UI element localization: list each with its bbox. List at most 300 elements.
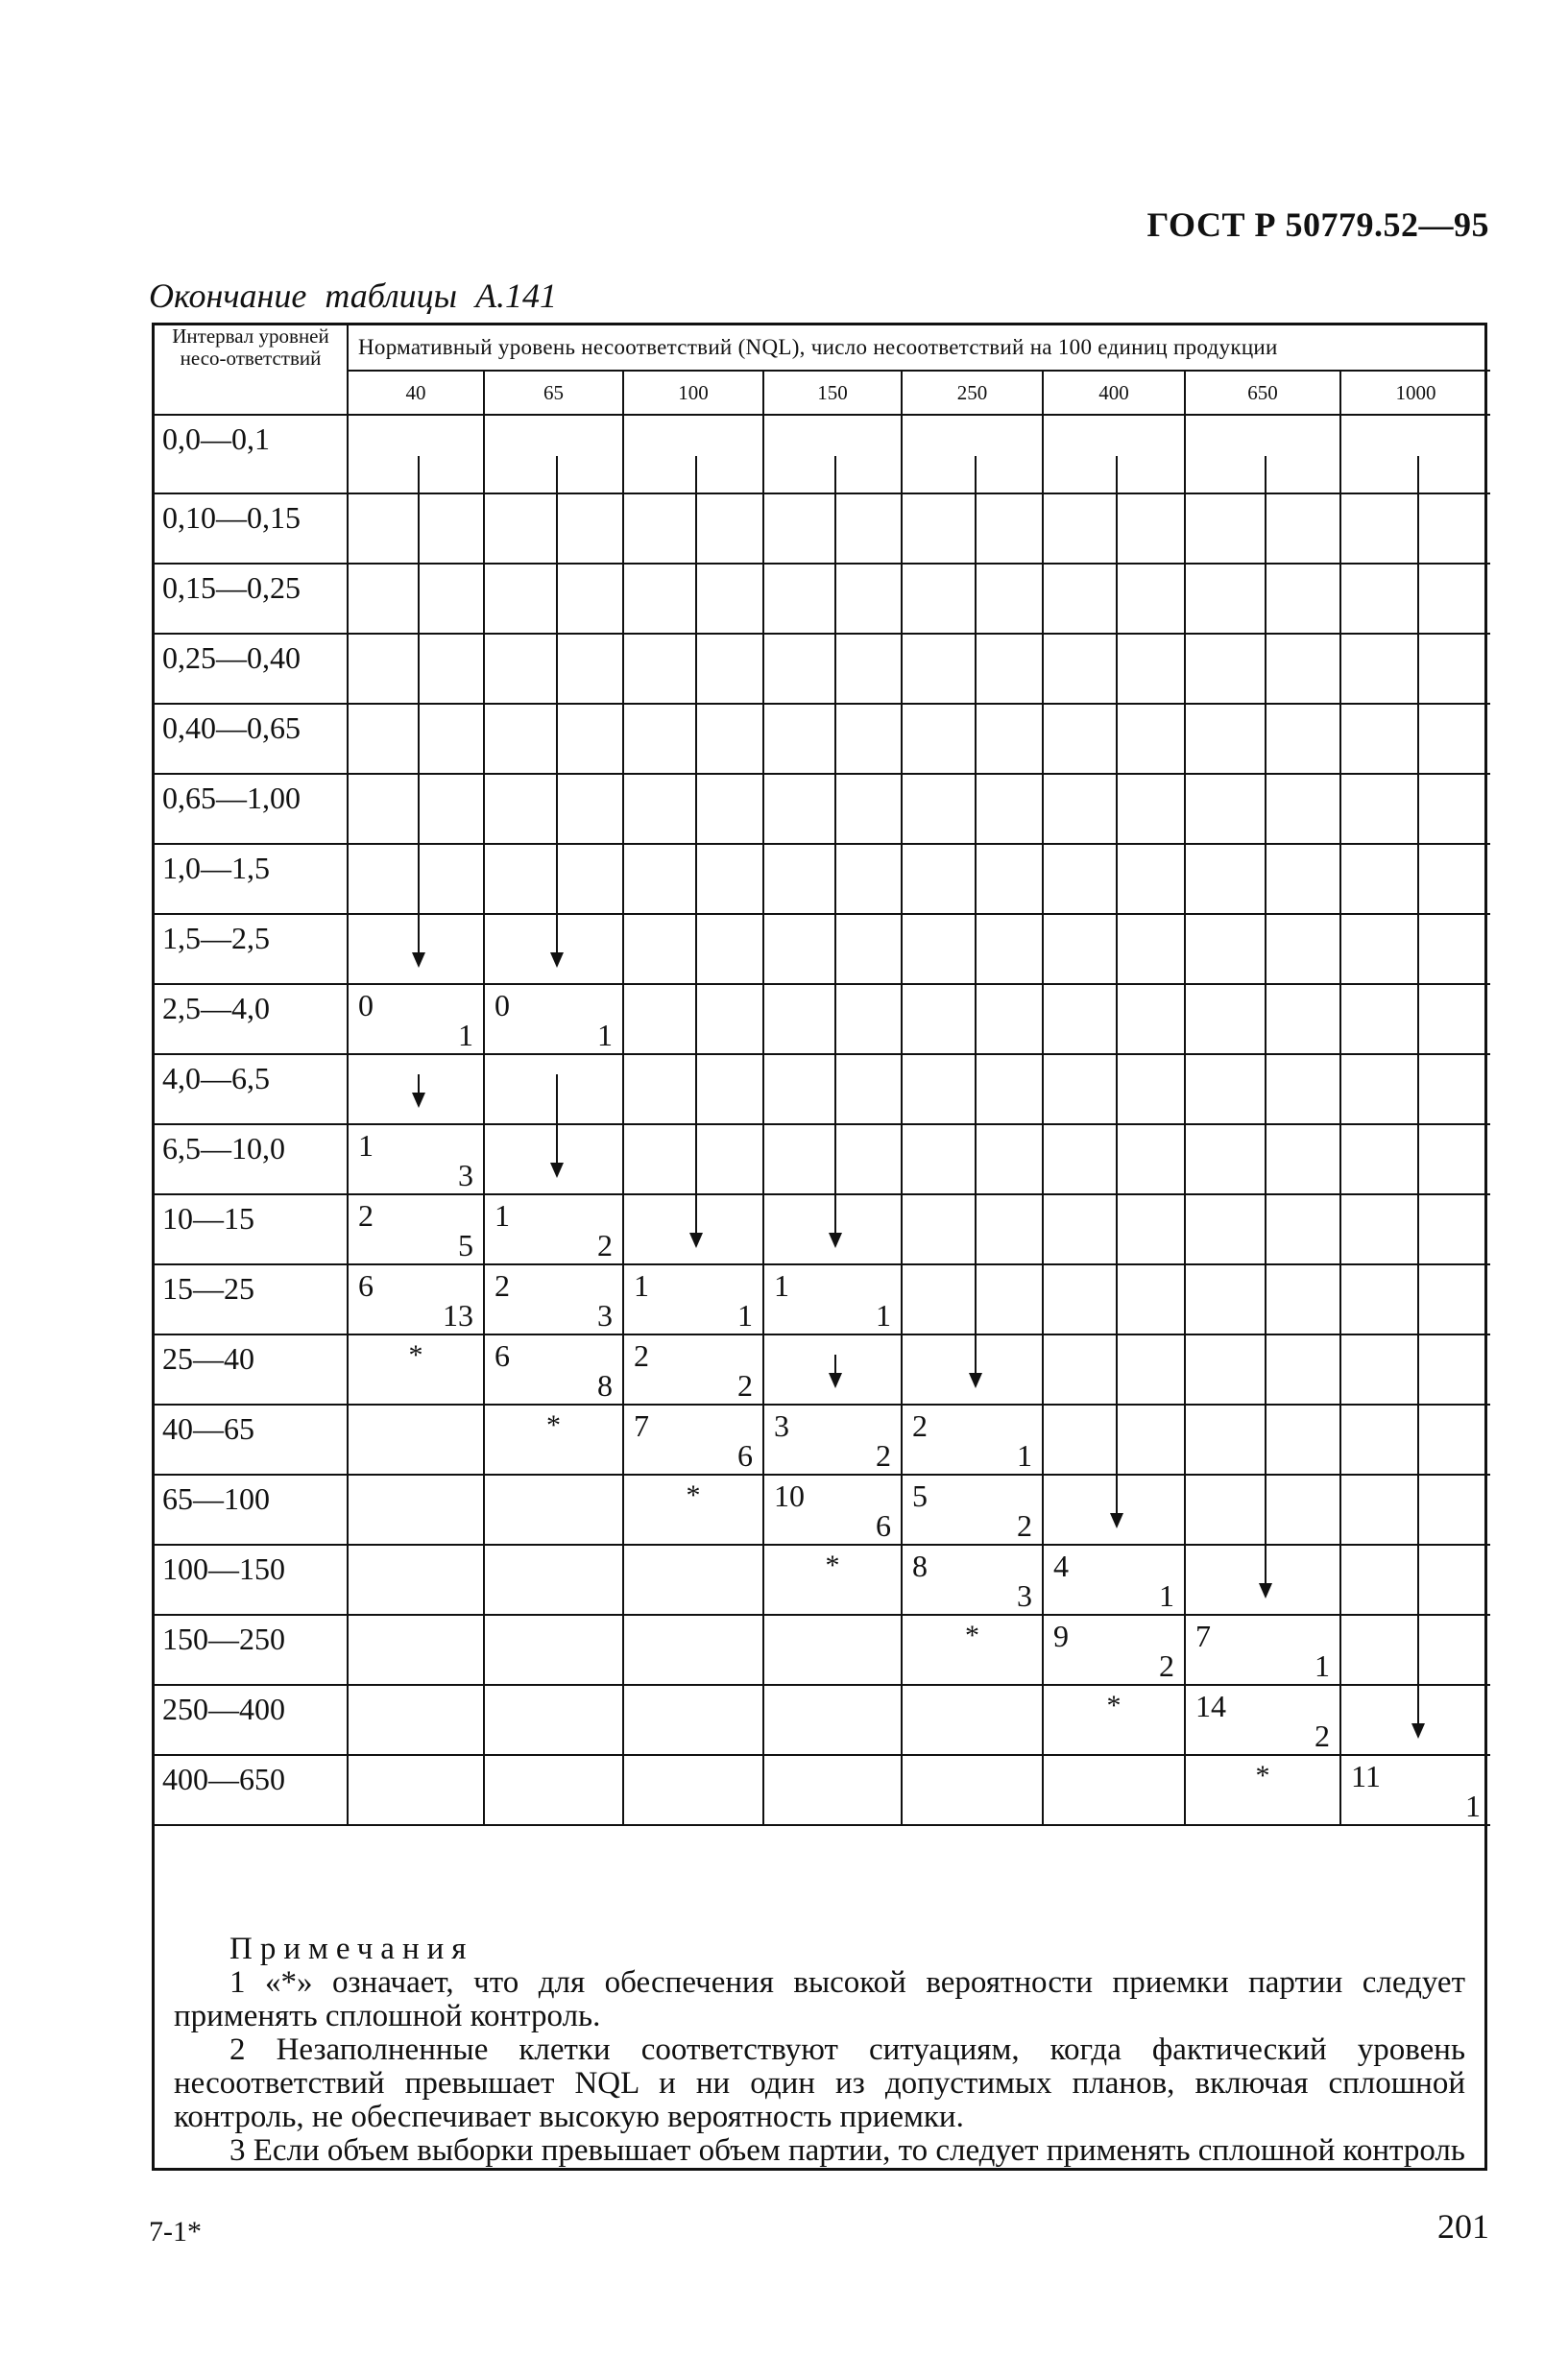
full-inspection-mark: * bbox=[546, 1409, 561, 1441]
table-cell bbox=[763, 1545, 902, 1615]
sample-value: 4 bbox=[1053, 1549, 1069, 1583]
table-cell bbox=[1185, 1054, 1340, 1124]
interval-label-text: 0,65—1,00 bbox=[162, 781, 301, 815]
table-cell bbox=[484, 774, 623, 844]
table-cell bbox=[623, 914, 763, 984]
table-cell bbox=[484, 1475, 623, 1545]
full-inspection-mark: * bbox=[965, 1620, 979, 1651]
table-cell bbox=[902, 1334, 1043, 1405]
note-item: 1 «*» означает, что для обеспечения высокой вероятности приемки партии следует применять сплошной контроль. bbox=[174, 1965, 1465, 2033]
acceptance-value: 1 bbox=[876, 1298, 891, 1333]
table-cell bbox=[1185, 1264, 1340, 1334]
sample-value: 10 bbox=[774, 1478, 805, 1513]
interval-label-text: 10—15 bbox=[162, 1201, 254, 1236]
table-cell bbox=[623, 984, 763, 1054]
acceptance-value: 13 bbox=[443, 1298, 473, 1333]
sample-value: 2 bbox=[358, 1198, 374, 1233]
acceptance-value: 1 bbox=[458, 1018, 473, 1052]
table-row bbox=[155, 914, 1490, 984]
down-arrow-icon bbox=[834, 456, 836, 1246]
down-arrow-icon bbox=[1417, 456, 1419, 1737]
table-row bbox=[155, 1545, 1490, 1615]
table-frame bbox=[152, 323, 1487, 2171]
interval-label-text: 0,0—0,1 bbox=[162, 421, 270, 456]
table-cell bbox=[484, 634, 623, 704]
table-cell bbox=[1340, 1264, 1490, 1334]
down-arrow-icon bbox=[418, 1074, 420, 1106]
down-arrow-icon bbox=[556, 456, 558, 966]
table-cell bbox=[902, 1755, 1043, 1825]
table-cell bbox=[902, 1615, 1043, 1685]
table-cell bbox=[1043, 1545, 1185, 1615]
table-cell bbox=[902, 774, 1043, 844]
acceptance-value: 2 bbox=[1159, 1648, 1174, 1683]
note-item: 2 Незаполненные клетки соответствуют ситуациям, когда фактический уровень несоответствий превышает NQL и ни один из допустимых планов, включая сплошной контроль, не обеспечивает высокую вероятность приемки. bbox=[174, 2032, 1465, 2134]
acceptance-value: 1 bbox=[1315, 1648, 1330, 1683]
sample-value: 2 bbox=[495, 1268, 510, 1303]
table-cell bbox=[763, 704, 902, 774]
table-cell bbox=[623, 564, 763, 634]
table-cell bbox=[623, 1054, 763, 1124]
interval-label bbox=[155, 415, 348, 493]
table-cell bbox=[902, 1685, 1043, 1755]
table-cell bbox=[348, 1194, 484, 1264]
table-cell bbox=[1043, 1054, 1185, 1124]
sample-value: 1 bbox=[358, 1128, 374, 1163]
down-arrow-icon bbox=[418, 456, 420, 966]
table-row bbox=[155, 774, 1490, 844]
interval-label-text: 2,5—4,0 bbox=[162, 991, 270, 1025]
acceptance-value: 2 bbox=[1017, 1508, 1032, 1543]
table-row bbox=[155, 1194, 1490, 1264]
table-cell bbox=[1043, 704, 1185, 774]
table-row bbox=[155, 1755, 1490, 1825]
table-cell bbox=[1340, 493, 1490, 564]
table-cell bbox=[1043, 415, 1185, 493]
table-cell bbox=[484, 1054, 623, 1124]
table-cell bbox=[623, 1545, 763, 1615]
table-cell bbox=[623, 1334, 763, 1405]
table-cell bbox=[902, 1054, 1043, 1124]
table-cell bbox=[348, 1054, 484, 1124]
table-row bbox=[155, 1264, 1490, 1334]
acceptance-value: 2 bbox=[1315, 1719, 1330, 1753]
table-cell bbox=[1340, 1475, 1490, 1545]
full-inspection-mark: * bbox=[686, 1479, 701, 1511]
table-cell bbox=[763, 774, 902, 844]
table-cell bbox=[1185, 1124, 1340, 1194]
nql-value: 150 bbox=[763, 371, 902, 415]
table-cell bbox=[1340, 704, 1490, 774]
nql-value: 250 bbox=[902, 371, 1043, 415]
table-cell bbox=[763, 1685, 902, 1755]
table-cell bbox=[1340, 774, 1490, 844]
interval-label bbox=[155, 1264, 348, 1334]
interval-label bbox=[155, 1685, 348, 1755]
table-cell bbox=[902, 1405, 1043, 1475]
table-cell bbox=[763, 1755, 902, 1825]
table-cell bbox=[348, 1405, 484, 1475]
table-cell bbox=[484, 1124, 623, 1194]
sample-value: 6 bbox=[358, 1268, 374, 1303]
nql-value: 100 bbox=[623, 371, 763, 415]
table-cell bbox=[1340, 844, 1490, 914]
table-cell bbox=[763, 634, 902, 704]
table-cell bbox=[623, 493, 763, 564]
table-cell bbox=[1185, 844, 1340, 914]
table-cell bbox=[1185, 634, 1340, 704]
table-cell bbox=[1340, 415, 1490, 493]
table-cell bbox=[623, 415, 763, 493]
full-inspection-mark: * bbox=[408, 1339, 423, 1371]
table-cell bbox=[348, 634, 484, 704]
interval-label-text: 0,25—0,40 bbox=[162, 640, 301, 675]
acceptance-value: 3 bbox=[597, 1298, 613, 1333]
table-cell bbox=[1043, 1264, 1185, 1334]
table-row bbox=[155, 844, 1490, 914]
table-cell bbox=[623, 774, 763, 844]
table-cell bbox=[1043, 1755, 1185, 1825]
table-cell bbox=[623, 634, 763, 704]
interval-label bbox=[155, 1054, 348, 1124]
table-cell bbox=[902, 1545, 1043, 1615]
table-row bbox=[155, 1475, 1490, 1545]
sample-value: 7 bbox=[1195, 1619, 1211, 1653]
table-cell bbox=[1185, 1334, 1340, 1405]
table-cell bbox=[484, 1755, 623, 1825]
table-cell bbox=[1185, 1545, 1340, 1615]
nql-value: 1000 bbox=[1340, 371, 1490, 415]
interval-label bbox=[155, 634, 348, 704]
interval-header: Интервал уровней несо-ответствий bbox=[155, 325, 348, 415]
table-cell bbox=[623, 1405, 763, 1475]
sample-value: 7 bbox=[634, 1408, 649, 1443]
interval-label-text: 25—40 bbox=[162, 1341, 254, 1376]
table-cell bbox=[763, 1475, 902, 1545]
table-row bbox=[155, 984, 1490, 1054]
table-cell bbox=[348, 844, 484, 914]
interval-label-text: 6,5—10,0 bbox=[162, 1131, 285, 1166]
table-cell bbox=[902, 844, 1043, 914]
acceptance-value: 6 bbox=[737, 1438, 753, 1473]
note-item: 3 Если объем выборки превышает объем партии, то следует применять сплошной контроль bbox=[229, 2133, 1465, 2168]
down-arrow-icon bbox=[834, 1355, 836, 1386]
table-cell bbox=[763, 1615, 902, 1685]
interval-label bbox=[155, 1334, 348, 1405]
interval-label-text: 1,5—2,5 bbox=[162, 921, 270, 955]
table-caption: Окончание таблицы А.141 bbox=[149, 276, 558, 315]
table-cell bbox=[1340, 914, 1490, 984]
table-cell bbox=[348, 984, 484, 1054]
acceptance-value: 3 bbox=[458, 1158, 473, 1192]
table-cell bbox=[763, 1124, 902, 1194]
footer-mark: 7-1* bbox=[149, 2216, 202, 2248]
table-row bbox=[155, 1334, 1490, 1405]
table-cell bbox=[902, 1264, 1043, 1334]
table-row bbox=[155, 564, 1490, 634]
table-row bbox=[155, 415, 1490, 493]
interval-label-text: 100—150 bbox=[162, 1551, 285, 1586]
sample-value: 6 bbox=[495, 1338, 510, 1373]
sample-value: 2 bbox=[634, 1338, 649, 1373]
table-cell bbox=[484, 493, 623, 564]
table-cell bbox=[1043, 844, 1185, 914]
table-cell bbox=[484, 1405, 623, 1475]
interval-label-text: 0,40—0,65 bbox=[162, 710, 301, 745]
down-arrow-icon bbox=[695, 456, 697, 1246]
full-inspection-mark: * bbox=[825, 1550, 840, 1581]
table-cell bbox=[763, 1054, 902, 1124]
sample-value: 14 bbox=[1195, 1689, 1226, 1723]
table-cell bbox=[1185, 1615, 1340, 1685]
table-cell bbox=[348, 704, 484, 774]
acceptance-value: 1 bbox=[737, 1298, 753, 1333]
interval-label bbox=[155, 1755, 348, 1825]
table-cell bbox=[623, 1264, 763, 1334]
interval-label-text: 250—400 bbox=[162, 1692, 285, 1726]
table-cell bbox=[763, 1405, 902, 1475]
table-cell bbox=[484, 1194, 623, 1264]
table-cell bbox=[1043, 1615, 1185, 1685]
page-number: 201 bbox=[1437, 2207, 1489, 2246]
sample-value: 1 bbox=[495, 1198, 510, 1233]
nql-value: 40 bbox=[348, 371, 484, 415]
interval-label-text: 150—250 bbox=[162, 1622, 285, 1656]
down-arrow-icon bbox=[1116, 456, 1118, 1527]
table-cell bbox=[1340, 1124, 1490, 1194]
nql-header: Нормативный уровень несоответствий (NQL), число несоответствий на 100 единиц продукции bbox=[348, 325, 1490, 371]
notes-title: Примечания bbox=[229, 1932, 474, 1966]
table-cell bbox=[623, 1194, 763, 1264]
table-cell bbox=[1340, 1405, 1490, 1475]
sample-value: 0 bbox=[495, 988, 510, 1022]
down-arrow-icon bbox=[556, 1074, 558, 1176]
interval-label bbox=[155, 1615, 348, 1685]
table-cell bbox=[348, 415, 484, 493]
interval-label bbox=[155, 493, 348, 564]
table-cell bbox=[484, 415, 623, 493]
table-cell bbox=[902, 1475, 1043, 1545]
table-cell bbox=[1043, 634, 1185, 704]
table-cell bbox=[1043, 774, 1185, 844]
sampling-table bbox=[155, 325, 1490, 1826]
table-cell bbox=[1185, 774, 1340, 844]
table-cell bbox=[1340, 1334, 1490, 1405]
table-row bbox=[155, 1615, 1490, 1685]
table-cell bbox=[1043, 564, 1185, 634]
table-cell bbox=[1185, 1685, 1340, 1755]
table-cell bbox=[763, 1194, 902, 1264]
table-cell bbox=[1043, 1685, 1185, 1755]
interval-label-text: 400—650 bbox=[162, 1762, 285, 1796]
interval-label bbox=[155, 844, 348, 914]
table-cell bbox=[348, 1334, 484, 1405]
table-cell bbox=[623, 704, 763, 774]
table-cell bbox=[623, 1475, 763, 1545]
table-cell bbox=[484, 1685, 623, 1755]
interval-label bbox=[155, 774, 348, 844]
table-cell bbox=[1043, 984, 1185, 1054]
interval-label-text: 1,0—1,5 bbox=[162, 851, 270, 885]
table-cell bbox=[348, 493, 484, 564]
table-cell bbox=[902, 415, 1043, 493]
table-cell bbox=[623, 844, 763, 914]
table-cell bbox=[484, 1545, 623, 1615]
interval-label-text: 40—65 bbox=[162, 1411, 254, 1446]
table-cell bbox=[348, 774, 484, 844]
table-cell bbox=[623, 1615, 763, 1685]
table-cell bbox=[484, 1615, 623, 1685]
table-cell bbox=[1185, 704, 1340, 774]
table-cell bbox=[1185, 1755, 1340, 1825]
table-cell bbox=[902, 1194, 1043, 1264]
table-cell bbox=[623, 1124, 763, 1194]
table-cell bbox=[1185, 1475, 1340, 1545]
table-cell bbox=[1185, 1405, 1340, 1475]
sample-value: 9 bbox=[1053, 1619, 1069, 1653]
acceptance-value: 2 bbox=[737, 1368, 753, 1403]
table-cell bbox=[1340, 1054, 1490, 1124]
table-cell bbox=[348, 1545, 484, 1615]
table-cell bbox=[1340, 1685, 1490, 1755]
table-cell bbox=[484, 984, 623, 1054]
table-cell bbox=[1340, 1615, 1490, 1685]
interval-label-text: 15—25 bbox=[162, 1271, 254, 1306]
table-cell bbox=[348, 1475, 484, 1545]
table-cell bbox=[1185, 914, 1340, 984]
table-cell bbox=[1043, 493, 1185, 564]
acceptance-value: 1 bbox=[1017, 1438, 1032, 1473]
table-cell bbox=[484, 1264, 623, 1334]
table-cell bbox=[763, 564, 902, 634]
interval-label bbox=[155, 704, 348, 774]
interval-label bbox=[155, 1475, 348, 1545]
table-cell bbox=[1043, 1194, 1185, 1264]
interval-label bbox=[155, 914, 348, 984]
table-cell bbox=[1043, 1475, 1185, 1545]
table-cell bbox=[1340, 1545, 1490, 1615]
table-cell bbox=[763, 844, 902, 914]
sample-value: 3 bbox=[774, 1408, 789, 1443]
table-cell bbox=[763, 493, 902, 564]
table-cell bbox=[902, 704, 1043, 774]
acceptance-value: 3 bbox=[1017, 1578, 1032, 1613]
table-row bbox=[155, 1054, 1490, 1124]
table-cell bbox=[1043, 1334, 1185, 1405]
table-cell bbox=[484, 564, 623, 634]
interval-label bbox=[155, 984, 348, 1054]
table-row bbox=[155, 493, 1490, 564]
interval-label bbox=[155, 1405, 348, 1475]
acceptance-value: 1 bbox=[1465, 1789, 1482, 1823]
table-cell bbox=[763, 914, 902, 984]
table-cell bbox=[1340, 1194, 1490, 1264]
sample-value: 1 bbox=[634, 1268, 649, 1303]
table-cell bbox=[484, 914, 623, 984]
table-row bbox=[155, 1685, 1490, 1755]
table-cell bbox=[902, 634, 1043, 704]
acceptance-value: 5 bbox=[458, 1228, 473, 1262]
table-cell bbox=[902, 914, 1043, 984]
table-cell bbox=[1185, 1194, 1340, 1264]
sample-value: 8 bbox=[912, 1549, 928, 1583]
standard-number: ГОСТ Р 50779.52—95 bbox=[1146, 205, 1489, 244]
table-cell bbox=[348, 1755, 484, 1825]
table-cell bbox=[1340, 1755, 1490, 1825]
table-cell bbox=[1043, 914, 1185, 984]
nql-value: 400 bbox=[1043, 371, 1185, 415]
table-cell bbox=[1340, 564, 1490, 634]
down-arrow-icon bbox=[975, 456, 977, 1386]
table-cell bbox=[623, 1755, 763, 1825]
sample-value: 11 bbox=[1351, 1759, 1381, 1793]
full-inspection-mark: * bbox=[1106, 1690, 1122, 1721]
table-cell bbox=[1043, 1405, 1185, 1475]
sample-value: 2 bbox=[912, 1408, 928, 1443]
table-cell bbox=[484, 844, 623, 914]
table-cell bbox=[348, 1685, 484, 1755]
acceptance-value: 1 bbox=[597, 1018, 613, 1052]
acceptance-value: 2 bbox=[597, 1228, 613, 1262]
interval-label-text: 0,10—0,15 bbox=[162, 500, 301, 535]
interval-label bbox=[155, 1545, 348, 1615]
sample-value: 0 bbox=[358, 988, 374, 1022]
table-cell bbox=[348, 1124, 484, 1194]
table-cell bbox=[1185, 984, 1340, 1054]
table-cell bbox=[484, 704, 623, 774]
sample-value: 5 bbox=[912, 1478, 928, 1513]
table-cell bbox=[484, 1334, 623, 1405]
table-row bbox=[155, 1405, 1490, 1475]
interval-label bbox=[155, 1124, 348, 1194]
table-cell bbox=[348, 1615, 484, 1685]
sample-value: 1 bbox=[774, 1268, 789, 1303]
table-cell bbox=[348, 1264, 484, 1334]
acceptance-value: 1 bbox=[1159, 1578, 1174, 1613]
full-inspection-mark: * bbox=[1255, 1760, 1270, 1791]
table-cell bbox=[348, 564, 484, 634]
table-row bbox=[155, 1124, 1490, 1194]
table-cell bbox=[763, 984, 902, 1054]
table-cell bbox=[902, 984, 1043, 1054]
acceptance-value: 2 bbox=[876, 1438, 891, 1473]
nql-value: 650 bbox=[1185, 371, 1340, 415]
interval-label bbox=[155, 1194, 348, 1264]
acceptance-value: 6 bbox=[876, 1508, 891, 1543]
table-cell bbox=[1043, 1124, 1185, 1194]
nql-value: 65 bbox=[484, 371, 623, 415]
table-cell bbox=[763, 1334, 902, 1405]
notes-block bbox=[155, 1911, 1484, 2168]
table-cell bbox=[348, 914, 484, 984]
table-row bbox=[155, 634, 1490, 704]
down-arrow-icon bbox=[1265, 456, 1266, 1597]
table-cell bbox=[1340, 634, 1490, 704]
interval-label-text: 0,15—0,25 bbox=[162, 570, 301, 605]
table-cell bbox=[1185, 564, 1340, 634]
table-row bbox=[155, 704, 1490, 774]
table-cell bbox=[763, 1264, 902, 1334]
table-cell bbox=[623, 1685, 763, 1755]
table-cell bbox=[902, 564, 1043, 634]
interval-label-text: 65—100 bbox=[162, 1481, 270, 1516]
table-cell bbox=[1185, 415, 1340, 493]
table-cell bbox=[1340, 984, 1490, 1054]
table-cell bbox=[763, 415, 902, 493]
table-cell bbox=[902, 1124, 1043, 1194]
interval-label-text: 4,0—6,5 bbox=[162, 1061, 270, 1095]
acceptance-value: 8 bbox=[597, 1368, 613, 1403]
